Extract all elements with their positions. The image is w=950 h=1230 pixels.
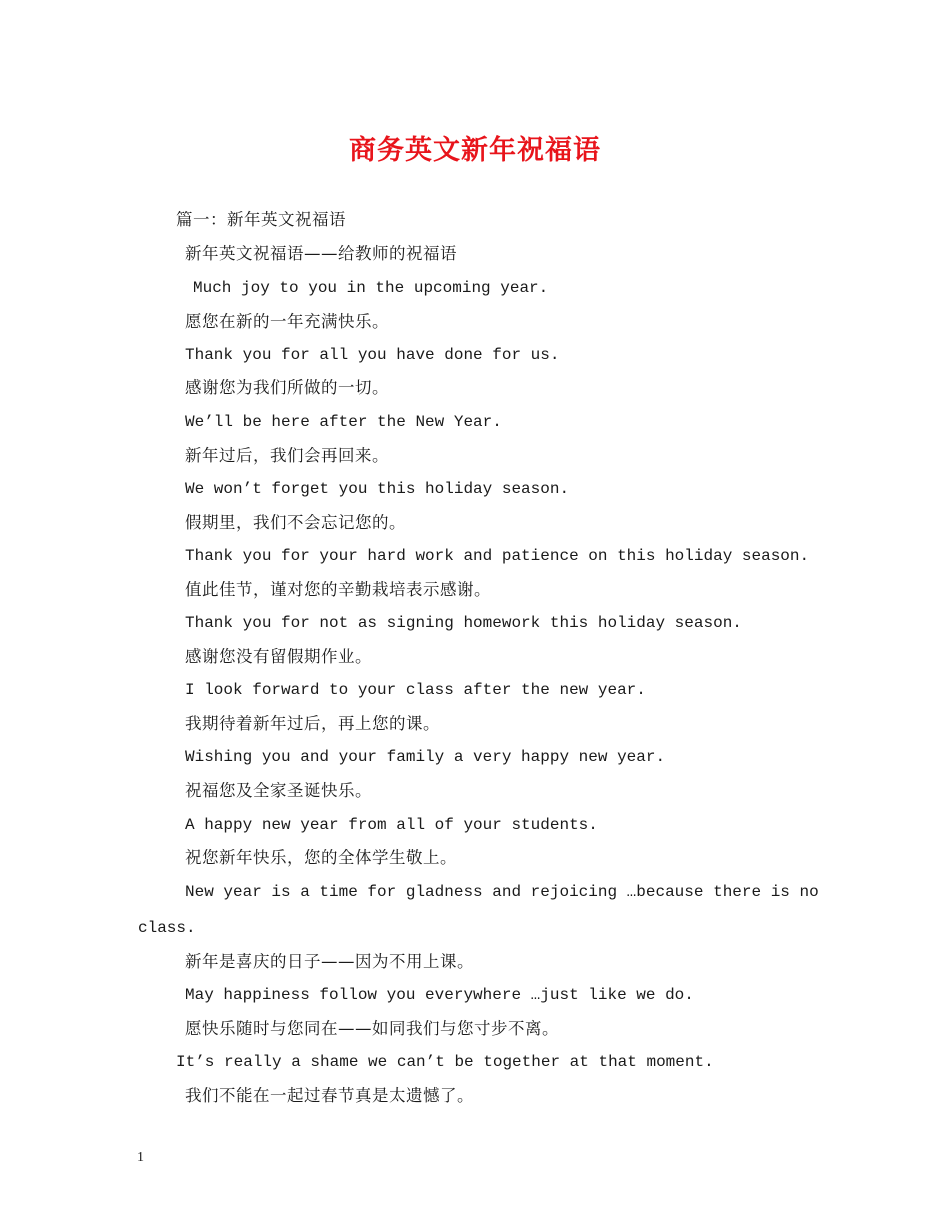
text-line: class. (138, 919, 196, 937)
text-line: 愿您在新的一年充满快乐。 (185, 312, 389, 331)
text-line: 值此佳节，谨对您的辛勤栽培表示感谢。 (185, 580, 491, 599)
text-line: 祝福您及全家圣诞快乐。 (185, 781, 372, 800)
text-line: Thank you for all you have done for us. (185, 346, 560, 364)
text-line: 新年是喜庆的日子——因为不用上课。 (185, 952, 474, 971)
text-line: 感谢您没有留假期作业。 (185, 647, 372, 666)
text-line: 假期里，我们不会忘记您的。 (185, 513, 406, 532)
text-line: May happiness follow you everywhere …just like we do. (185, 986, 694, 1004)
text-line: 愿快乐随时与您同在——如同我们与您寸步不离。 (185, 1019, 559, 1038)
text-line: It’s really a shame we can’t be together at that moment. (176, 1053, 714, 1071)
document-title: 商务英文新年祝福语 (349, 135, 601, 166)
text-line: Wishing you and your family a very happy new year. (185, 748, 666, 766)
text-line: 新年过后，我们会再回来。 (185, 446, 389, 465)
text-line: I look forward to your class after the new year. (185, 681, 646, 699)
text-line: Thank you for not as signing homework this holiday season. (185, 614, 742, 632)
text-line: 我期待着新年过后，再上您的课。 (185, 714, 440, 733)
text-line: We’ll be here after the New Year. (185, 413, 502, 431)
text-line: New year is a time for gladness and rejoicing …because there is no (185, 883, 819, 901)
text-line: A happy new year from all of your students. (185, 816, 598, 834)
text-line: 祝您新年快乐，您的全体学生敬上。 (185, 848, 457, 867)
page-number: 1 (137, 1150, 144, 1165)
text-line: We won’t forget you this holiday season. (185, 480, 570, 498)
text-line: Much joy to you in the upcoming year. (193, 279, 549, 297)
text-line: 我们不能在一起过春节真是太遗憾了。 (185, 1086, 474, 1105)
text-line: 感谢您为我们所做的一切。 (185, 378, 389, 397)
text-line: Thank you for your hard work and patience on this holiday season. (185, 547, 810, 565)
section-heading: 篇一：新年英文祝福语 (176, 210, 346, 229)
subheading: 新年英文祝福语——给教师的祝福语 (185, 244, 457, 263)
